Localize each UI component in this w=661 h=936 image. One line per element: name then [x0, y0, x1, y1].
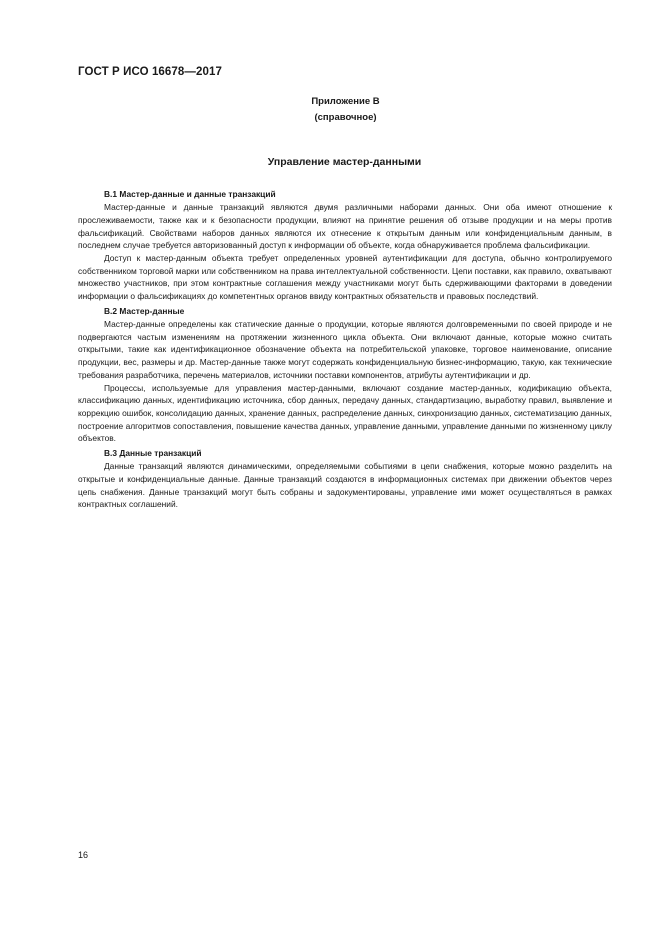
- appendix-title: Управление мастер-данными: [267, 156, 422, 168]
- appendix-body: [78, 188, 612, 511]
- page-header-standard-code: ГОСТ Р ИСО 16678—2017: [78, 66, 223, 78]
- section-heading-b3: В.3 Данные транзакций: [104, 448, 202, 459]
- paragraph-b1-1: Мастер-данные и данные транзакций являются двумя различными наборами данных. Они оба имеют отношение к прослеживаемости, также как и к безопасности продукции, влияют на принятие решения об отзыве продукции и на меры против фальсификаций. Свойствами наборов данных являются их отнесение к открытым данным или конфиденциальным данным, в последнем случае требуется авторизованный доступ к информации об объекте, когда обнаруживается проблема фальсификации.: [78, 202, 612, 251]
- appendix-label: Приложение В: [311, 96, 380, 107]
- paragraph-b1-2: Доступ к мастер-данным объекта требует определенных уровней аутентификации для доступа, обычно контролируемого собственником торговой марки или собственником на права интеллектуальной собственности. Цепи поставки, как правило, охватывают множество участников, при этом контрактные соглашения между участниками могут быть сдерживающими факторами в доведении информации о фальсификациях до компетентных органов ввиду контрактных обязательств и правовых последствий.: [78, 253, 612, 302]
- paragraph-b2-2: Процессы, используемые для управления мастер-данными, включают создание мастер-данных, кодификацию объекта, классификацию данных, идентификацию источника, сбор данных, передачу данных, стандартизацию, выработку правил, выявление и коррекцию ошибок, консолидацию данных, хранение данных, распределение данных, синхронизацию данных, систематизацию данных, построение алгоритмов сопоставления, повышение качества данных, управление данными, управление данными по жизненному циклу объектов.: [78, 382, 612, 444]
- paragraph-b2-1: Мастер-данные определены как статические данные о продукции, которые являются долговременными по своей природе и не подвергаются частым изменениям на протяжении жизненного цикла объекта. Они включают данные, которые можно считать открытыми, такие как идентификационное обозначение объекта на потребительской упаковке, торговое наименование, описание продукции, вес, размеры и др. Мастер-данные также могут содержать конфиденциальную бизнес-информацию, такую, как технические требования разработчика, перечень материалов, источники поставки компонентов, атрибуты аутентификации и др.: [78, 319, 612, 380]
- appendix-type: (справочное): [314, 112, 377, 123]
- section-heading-b1: В.1 Мастер-данные и данные транзакций: [104, 189, 276, 199]
- section-heading-b2: В.2 Мастер-данные: [104, 305, 185, 316]
- appendix-label-block: [0, 94, 661, 126]
- paragraph-b3-1: Данные транзакций являются динамическими, определяемыми событиями в цепи снабжения, которые можно разделить на открытые и конфиденциальные данные. Данные транзакций создаются в информационных системах при движении объектов через цепь снабжения. Данные транзакций могут быть собраны и задокументированы, управление ими может осуществляться в рамках контрактных соглашений.: [78, 461, 612, 510]
- page-number: 16: [78, 850, 89, 860]
